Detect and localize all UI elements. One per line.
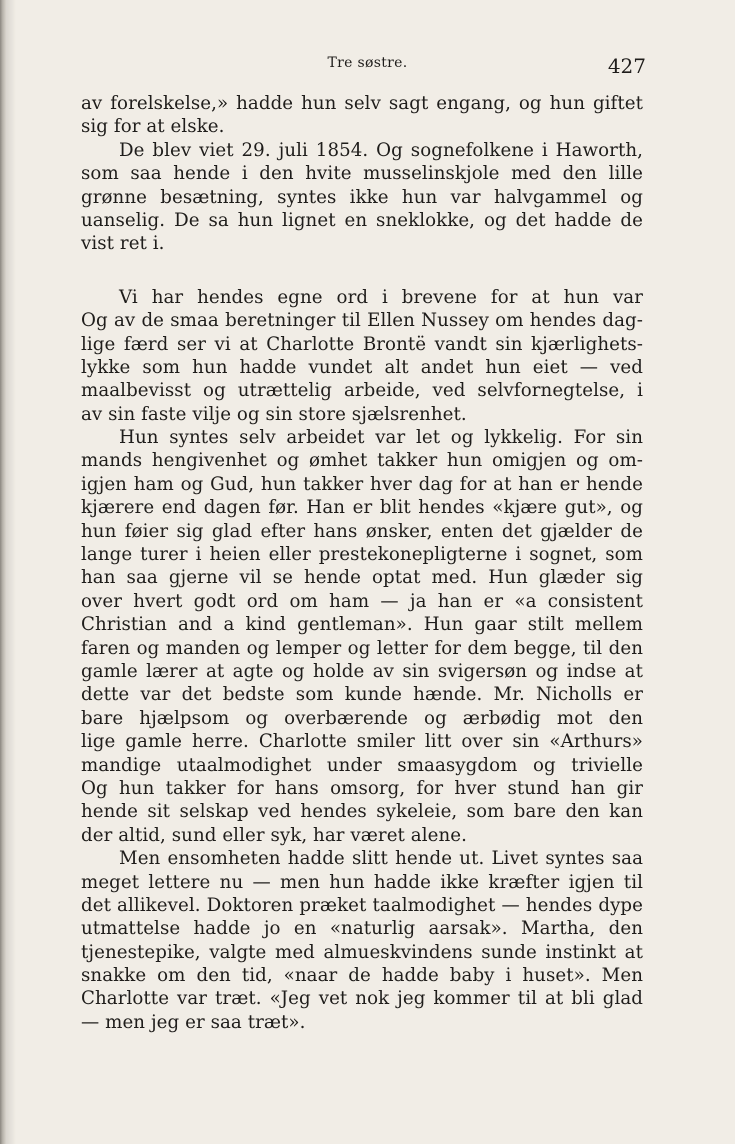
text-line: lige gamle herre. Charlotte smiler litt over sin «Arthurs» (81, 731, 643, 753)
section-break (81, 256, 643, 286)
text-line: — men jeg er saa træt». (81, 1011, 306, 1033)
text-line: igjen ham og Gud, hun takker hver dag for at han er hende (81, 473, 643, 495)
text-line: Og hun takker for hans omsorg, for hver stund han gir (81, 777, 643, 799)
running-title: Tre søstre. (327, 55, 408, 71)
text-line: sig for at elske. (81, 116, 225, 138)
text-line: bare hjælpsom og overbærende og ærbødig mot den (81, 707, 643, 729)
text-line: lykke som hun hadde vundet alt andet hun eiet — ved (81, 356, 643, 378)
text-line: han saa gjerne vil se hende optat med. Hun glæder sig (81, 567, 643, 589)
text-line: grønne besætning, syntes ikke hun var halvgammel og (81, 186, 643, 208)
text-line: vist ret i. (81, 233, 165, 255)
text-line: hende sit selskap ved hendes sykeleie, som bare den kan (81, 801, 643, 823)
text-line: kjærere end dagen før. Han er blit hendes «kjære gut», og (81, 497, 643, 519)
text-line: meget lettere nu — men hun hadde ikke kræfter igjen til (81, 871, 643, 893)
text-line: uanselig. De sa hun lignet en sneklokke, og det hadde de (81, 209, 643, 231)
text-line: maalbevisst og utrættelig arbeide, ved selvfornegtelse, i (81, 380, 643, 402)
text-line: utmattelse hadde jo en «naturlig aarsak». Martha, den (81, 918, 643, 940)
text-line: tjenestepike, valgte med almueskvindens sunde instinkt at (81, 941, 643, 963)
text-line: De blev viet 29. juli 1854. Og sognefolkene i Haworth, (119, 139, 643, 161)
text-line: som saa hende i den hvite musselinskjole med den lille (81, 163, 643, 185)
text-line: lange turer i heien eller prestekonepligterne i sognet, som (81, 544, 643, 566)
text-line: Christian and a kind gentleman». Hun gaar stilt mellem (81, 614, 643, 636)
text-line: der altid, sund eller syk, har været alene. (81, 824, 467, 846)
text-line: hun føier sig glad efter hans ønsker, enten det gjælder de (81, 520, 643, 542)
page-gutter-shadow (6, 0, 16, 1144)
text-line: det allikevel. Doktoren præket taalmodighet — hendes dype (81, 894, 643, 916)
text-line: gamle lærer at agte og holde av sin svigersøn og indse at (81, 660, 643, 682)
text-line: mandige utaalmodighet under smaasygdom og trivielle (81, 754, 643, 776)
text-line: lige færd ser vi at Charlotte Brontë vandt sin kjærlighets- (81, 333, 643, 355)
text-line: mands hengivenhet og ømhet takker hun omigjen og om- (81, 450, 643, 472)
text-line: Charlotte var træt. «Jeg vet nok jeg kommer til at bli glad (81, 988, 643, 1010)
text-line: Og av de smaa beretninger til Ellen Nussey om hendes dag- (81, 310, 643, 332)
text-line: dette var det bedste som kunde hænde. Mr. Nicholls er (81, 684, 643, 706)
text-line: snakke om den tid, «naar de hadde baby i huset». Men (81, 965, 643, 987)
text-line: Men ensomheten hadde slitt hende ut. Livet syntes saa (119, 848, 643, 870)
text-line: Hun syntes selv arbeidet var let og lykkelig. For sin (119, 427, 643, 449)
running-header (0, 54, 735, 82)
text-line: faren og manden og lemper og letter for dem begge, til den (81, 637, 643, 659)
text-line: av sin faste vilje og sin store sjælsrenhet. (81, 403, 467, 425)
body-text (81, 92, 643, 1034)
text-line: over hvert godt ord om ham — ja han er «a consistent (81, 590, 643, 612)
text-line: av forelskelse,» hadde hun selv sagt engang, og hun giftet (81, 93, 643, 114)
text-line: Vi har hendes egne ord i brevene for at hun var (119, 286, 643, 308)
page-number: 427 (607, 54, 646, 78)
